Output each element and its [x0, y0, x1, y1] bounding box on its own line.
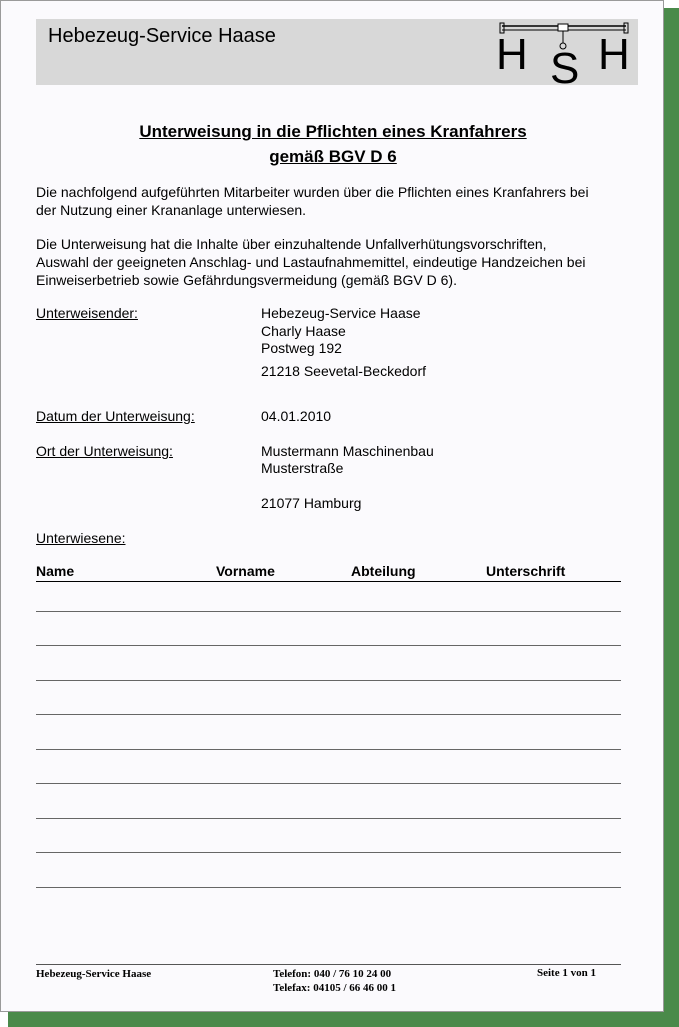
letterhead	[36, 19, 638, 93]
table-row-line	[36, 749, 621, 750]
table-row-line	[36, 818, 621, 819]
table-header-rule	[36, 581, 621, 582]
date-value: 04.01.2010	[261, 408, 332, 424]
location-company: Mustermann Maschinenbau	[261, 443, 434, 459]
location-city: 21077 Hamburg	[261, 495, 362, 511]
instructor-city: 21218 Seevetal-Beckedorf	[261, 363, 426, 379]
table-row-line	[36, 611, 621, 612]
document-title: Unterweisung in die Pflichten eines Kranfahrers	[139, 122, 527, 141]
instructor-label: Unterweisender:	[36, 305, 138, 321]
instructor-company: Hebezeug-Service Haase	[261, 305, 421, 321]
column-header-vorname: Vorname	[216, 563, 275, 579]
text-line: Auswahl der geeigneten Anschlag- und Lastaufnahmemittel, eindeutige Handzeichen bei	[36, 254, 586, 270]
table-row-line	[36, 680, 621, 681]
instructor-name: Charly Haase	[261, 323, 346, 339]
logo-letter-h1: H	[496, 30, 528, 79]
date-label: Datum der Unterweisung:	[36, 408, 195, 424]
column-header-name: Name	[36, 563, 75, 579]
company-name: Hebezeug-Service Haase	[48, 25, 276, 47]
logo-letter-h2: H	[598, 30, 630, 79]
trainees-label: Unterwiesene:	[36, 530, 126, 546]
footer-rule	[36, 964, 621, 965]
table-row-line	[36, 714, 621, 715]
logo-letter-s: S	[550, 44, 580, 93]
text-line: der Nutzung einer Krananlage unterwiesen.	[36, 202, 307, 218]
table-row-line	[36, 887, 621, 888]
instructor-street: Postweg 192	[261, 340, 342, 356]
column-header-abteilung: Abteilung	[351, 563, 416, 579]
footer-phone: Telefon: 040 / 76 10 24 00	[273, 968, 392, 980]
hsh-logo	[496, 21, 634, 93]
location-street: Musterstraße	[261, 460, 344, 476]
document-subtitle: gemäß BGV D 6	[269, 147, 397, 166]
table-row-line	[36, 645, 621, 646]
column-header-unterschrift: Unterschrift	[486, 563, 566, 579]
intro-paragraph-1	[36, 183, 636, 219]
text-line: Die nachfolgend aufgeführten Mitarbeiter wurden über die Pflichten eines Kranfahrers bei	[36, 184, 589, 200]
table-row-line	[36, 852, 621, 853]
table-row-line	[36, 783, 621, 784]
footer-page-number: Seite 1 von 1	[537, 967, 596, 979]
intro-paragraph-2	[36, 235, 636, 289]
location-label: Ort der Unterweisung:	[36, 443, 173, 459]
footer-company: Hebezeug-Service Haase	[36, 968, 152, 980]
footer-fax: Telefax: 04105 / 66 46 00 1	[273, 982, 397, 994]
text-line: Die Unterweisung hat die Inhalte über einzuhaltende Unfallverhütungsvorschriften,	[36, 236, 547, 252]
text-line: Einweiserbetrieb sowie Gefährdungsvermeidung (gemäß BGV D 6).	[36, 272, 457, 288]
